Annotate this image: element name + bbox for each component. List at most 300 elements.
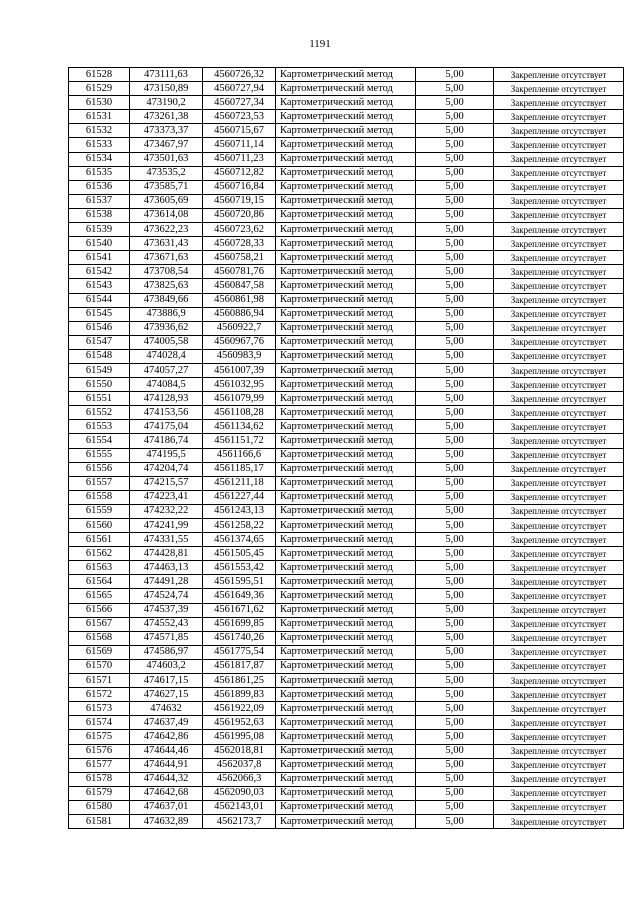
x-coordinate-cell: 473886,9 [130, 307, 203, 321]
fixation-status-cell: Закрепление отсутствует [494, 237, 624, 251]
table-row [69, 603, 624, 617]
accuracy-cell: 5,00 [416, 617, 494, 631]
x-coordinate-cell: 474552,43 [130, 617, 203, 631]
y-coordinate-cell: 4561079,99 [203, 392, 276, 406]
method-cell: Картометрический метод [276, 307, 416, 321]
accuracy-cell: 5,00 [416, 420, 494, 434]
y-coordinate-cell: 4561649,36 [203, 589, 276, 603]
method-cell: Картометрический метод [276, 716, 416, 730]
x-coordinate-cell: 473373,37 [130, 124, 203, 138]
accuracy-cell: 5,00 [416, 730, 494, 744]
accuracy-cell: 5,00 [416, 180, 494, 194]
fixation-status-cell: Закрепление отсутствует [494, 589, 624, 603]
y-coordinate-cell: 4560719,15 [203, 194, 276, 208]
accuracy-cell: 5,00 [416, 378, 494, 392]
fixation-status-cell: Закрепление отсутствует [494, 772, 624, 786]
x-coordinate-cell: 474644,32 [130, 772, 203, 786]
table-row [69, 251, 624, 265]
accuracy-cell: 5,00 [416, 194, 494, 208]
accuracy-cell: 5,00 [416, 476, 494, 490]
fixation-status-cell: Закрепление отсутствует [494, 265, 624, 279]
fixation-status-cell: Закрепление отсутствует [494, 434, 624, 448]
page-number: 1191 [309, 38, 331, 50]
point-number-cell: 61574 [69, 716, 130, 730]
fixation-status-cell: Закрепление отсутствует [494, 519, 624, 533]
y-coordinate-cell: 4561243,13 [203, 504, 276, 518]
y-coordinate-cell: 4561108,28 [203, 406, 276, 420]
x-coordinate-cell: 473631,43 [130, 237, 203, 251]
method-cell: Картометрический метод [276, 476, 416, 490]
point-number-cell: 61533 [69, 138, 130, 152]
method-cell: Картометрический метод [276, 730, 416, 744]
point-number-cell: 61547 [69, 335, 130, 349]
table-row [69, 138, 624, 152]
x-coordinate-cell: 473535,2 [130, 166, 203, 180]
x-coordinate-cell: 473150,89 [130, 82, 203, 96]
method-cell: Картометрический метод [276, 378, 416, 392]
y-coordinate-cell: 4561671,62 [203, 603, 276, 617]
y-coordinate-cell: 4560720,86 [203, 208, 276, 222]
fixation-status-cell: Закрепление отсутствует [494, 363, 624, 377]
y-coordinate-cell: 4562173,7 [203, 814, 276, 828]
x-coordinate-cell: 473467,97 [130, 138, 203, 152]
fixation-status-cell: Закрепление отсутствует [494, 251, 624, 265]
method-cell: Картометрический метод [276, 166, 416, 180]
y-coordinate-cell: 4560847,58 [203, 279, 276, 293]
table-row [69, 363, 624, 377]
point-number-cell: 61553 [69, 420, 130, 434]
point-number-cell: 61546 [69, 321, 130, 335]
accuracy-cell: 5,00 [416, 758, 494, 772]
table-row [69, 688, 624, 702]
method-cell: Картометрический метод [276, 575, 416, 589]
point-number-cell: 61564 [69, 575, 130, 589]
method-cell: Картометрический метод [276, 293, 416, 307]
x-coordinate-cell: 474644,46 [130, 744, 203, 758]
x-coordinate-cell: 473849,66 [130, 293, 203, 307]
accuracy-cell: 5,00 [416, 519, 494, 533]
method-cell: Картометрический метод [276, 208, 416, 222]
fixation-status-cell: Закрепление отсутствует [494, 349, 624, 363]
table-row [69, 208, 624, 222]
table-row [69, 716, 624, 730]
point-number-cell: 61581 [69, 814, 130, 828]
accuracy-cell: 5,00 [416, 307, 494, 321]
y-coordinate-cell: 4561258,22 [203, 519, 276, 533]
y-coordinate-cell: 4560967,76 [203, 335, 276, 349]
table-row [69, 434, 624, 448]
accuracy-cell: 5,00 [416, 772, 494, 786]
accuracy-cell: 5,00 [416, 251, 494, 265]
x-coordinate-cell: 474215,57 [130, 476, 203, 490]
x-coordinate-cell: 474175,04 [130, 420, 203, 434]
point-number-cell: 61562 [69, 547, 130, 561]
fixation-status-cell: Закрепление отсутствует [494, 617, 624, 631]
method-cell: Картометрический метод [276, 152, 416, 166]
point-number-cell: 61528 [69, 68, 130, 82]
accuracy-cell: 5,00 [416, 335, 494, 349]
y-coordinate-cell: 4560727,94 [203, 82, 276, 96]
point-number-cell: 61578 [69, 772, 130, 786]
method-cell: Картометрический метод [276, 688, 416, 702]
y-coordinate-cell: 4560781,76 [203, 265, 276, 279]
x-coordinate-cell: 474537,39 [130, 603, 203, 617]
x-coordinate-cell: 474028,4 [130, 349, 203, 363]
fixation-status-cell: Закрепление отсутствует [494, 138, 624, 152]
accuracy-cell: 5,00 [416, 166, 494, 180]
accuracy-cell: 5,00 [416, 392, 494, 406]
fixation-status-cell: Закрепление отсутствует [494, 603, 624, 617]
x-coordinate-cell: 474428,81 [130, 547, 203, 561]
table-row [69, 265, 624, 279]
point-number-cell: 61549 [69, 363, 130, 377]
accuracy-cell: 5,00 [416, 434, 494, 448]
table-row [69, 772, 624, 786]
table-row [69, 307, 624, 321]
method-cell: Картометрический метод [276, 349, 416, 363]
point-number-cell: 61558 [69, 490, 130, 504]
table-row [69, 631, 624, 645]
y-coordinate-cell: 4560711,23 [203, 152, 276, 166]
table-row [69, 406, 624, 420]
fixation-status-cell: Закрепление отсутствует [494, 462, 624, 476]
method-cell: Картометрический метод [276, 392, 416, 406]
point-number-cell: 61556 [69, 462, 130, 476]
table-row [69, 392, 624, 406]
x-coordinate-cell: 474524,74 [130, 589, 203, 603]
y-coordinate-cell: 4561817,87 [203, 659, 276, 673]
method-cell: Картометрический метод [276, 96, 416, 110]
x-coordinate-cell: 473622,23 [130, 223, 203, 237]
point-number-cell: 61531 [69, 110, 130, 124]
point-number-cell: 61560 [69, 519, 130, 533]
fixation-status-cell: Закрепление отсутствует [494, 688, 624, 702]
fixation-status-cell: Закрепление отсутствует [494, 645, 624, 659]
table-row [69, 744, 624, 758]
fixation-status-cell: Закрепление отсутствует [494, 392, 624, 406]
fixation-status-cell: Закрепление отсутствует [494, 321, 624, 335]
x-coordinate-cell: 474463,13 [130, 561, 203, 575]
x-coordinate-cell: 474603,2 [130, 659, 203, 673]
table-row [69, 237, 624, 251]
point-number-cell: 61572 [69, 688, 130, 702]
method-cell: Картометрический метод [276, 180, 416, 194]
accuracy-cell: 5,00 [416, 152, 494, 166]
accuracy-cell: 5,00 [416, 631, 494, 645]
method-cell: Картометрический метод [276, 448, 416, 462]
y-coordinate-cell: 4560728,33 [203, 237, 276, 251]
fixation-status-cell: Закрепление отсутствует [494, 533, 624, 547]
x-coordinate-cell: 473501,63 [130, 152, 203, 166]
method-cell: Картометрический метод [276, 434, 416, 448]
y-coordinate-cell: 4560922,7 [203, 321, 276, 335]
x-coordinate-cell: 473936,62 [130, 321, 203, 335]
table-row [69, 533, 624, 547]
table-row [69, 617, 624, 631]
method-cell: Картометрический метод [276, 659, 416, 673]
accuracy-cell: 5,00 [416, 814, 494, 828]
fixation-status-cell: Закрепление отсутствует [494, 659, 624, 673]
table-row [69, 166, 624, 180]
fixation-status-cell: Закрепление отсутствует [494, 730, 624, 744]
y-coordinate-cell: 4561775,54 [203, 645, 276, 659]
accuracy-cell: 5,00 [416, 82, 494, 96]
y-coordinate-cell: 4562018,81 [203, 744, 276, 758]
fixation-status-cell: Закрепление отсутствует [494, 758, 624, 772]
point-number-cell: 61552 [69, 406, 130, 420]
method-cell: Картометрический метод [276, 504, 416, 518]
x-coordinate-cell: 474204,74 [130, 462, 203, 476]
method-cell: Картометрический метод [276, 194, 416, 208]
x-coordinate-cell: 474627,15 [130, 688, 203, 702]
x-coordinate-cell: 473708,54 [130, 265, 203, 279]
accuracy-cell: 5,00 [416, 349, 494, 363]
point-number-cell: 61561 [69, 533, 130, 547]
method-cell: Картометрический метод [276, 617, 416, 631]
fixation-status-cell: Закрепление отсутствует [494, 744, 624, 758]
y-coordinate-cell: 4561922,09 [203, 702, 276, 716]
method-cell: Картометрический метод [276, 251, 416, 265]
accuracy-cell: 5,00 [416, 406, 494, 420]
fixation-status-cell: Закрепление отсутствует [494, 378, 624, 392]
accuracy-cell: 5,00 [416, 265, 494, 279]
accuracy-cell: 5,00 [416, 96, 494, 110]
point-number-cell: 61540 [69, 237, 130, 251]
accuracy-cell: 5,00 [416, 138, 494, 152]
point-number-cell: 61545 [69, 307, 130, 321]
accuracy-cell: 5,00 [416, 279, 494, 293]
point-number-cell: 61538 [69, 208, 130, 222]
fixation-status-cell: Закрепление отсутствует [494, 490, 624, 504]
table-row [69, 519, 624, 533]
x-coordinate-cell: 474571,85 [130, 631, 203, 645]
method-cell: Картометрический метод [276, 321, 416, 335]
point-number-cell: 61580 [69, 800, 130, 814]
fixation-status-cell: Закрепление отсутствует [494, 547, 624, 561]
method-cell: Картометрический метод [276, 138, 416, 152]
point-number-cell: 61576 [69, 744, 130, 758]
table-row [69, 110, 624, 124]
point-number-cell: 61541 [69, 251, 130, 265]
y-coordinate-cell: 4560886,94 [203, 307, 276, 321]
x-coordinate-cell: 474642,68 [130, 786, 203, 800]
y-coordinate-cell: 4560711,14 [203, 138, 276, 152]
point-number-cell: 61571 [69, 674, 130, 688]
accuracy-cell: 5,00 [416, 589, 494, 603]
table-row [69, 702, 624, 716]
point-number-cell: 61579 [69, 786, 130, 800]
x-coordinate-cell: 473111,63 [130, 68, 203, 82]
point-number-cell: 61567 [69, 617, 130, 631]
y-coordinate-cell: 4562090,03 [203, 786, 276, 800]
x-coordinate-cell: 473671,63 [130, 251, 203, 265]
y-coordinate-cell: 4562037,8 [203, 758, 276, 772]
y-coordinate-cell: 4562143,01 [203, 800, 276, 814]
point-number-cell: 61530 [69, 96, 130, 110]
method-cell: Картометрический метод [276, 786, 416, 800]
accuracy-cell: 5,00 [416, 68, 494, 82]
method-cell: Картометрический метод [276, 82, 416, 96]
y-coordinate-cell: 4561553,42 [203, 561, 276, 575]
method-cell: Картометрический метод [276, 800, 416, 814]
x-coordinate-cell: 474241,99 [130, 519, 203, 533]
table-row [69, 575, 624, 589]
x-coordinate-cell: 474632 [130, 702, 203, 716]
method-cell: Картометрический метод [276, 561, 416, 575]
point-number-cell: 61537 [69, 194, 130, 208]
x-coordinate-cell: 474223,41 [130, 490, 203, 504]
fixation-status-cell: Закрепление отсутствует [494, 208, 624, 222]
method-cell: Картометрический метод [276, 744, 416, 758]
accuracy-cell: 5,00 [416, 490, 494, 504]
method-cell: Картометрический метод [276, 279, 416, 293]
fixation-status-cell: Закрепление отсутствует [494, 420, 624, 434]
point-number-cell: 61569 [69, 645, 130, 659]
table-row [69, 800, 624, 814]
fixation-status-cell: Закрепление отсутствует [494, 68, 624, 82]
accuracy-cell: 5,00 [416, 462, 494, 476]
point-number-cell: 61550 [69, 378, 130, 392]
fixation-status-cell: Закрепление отсутствует [494, 335, 624, 349]
x-coordinate-cell: 474195,5 [130, 448, 203, 462]
method-cell: Картометрический метод [276, 814, 416, 828]
x-coordinate-cell: 474186,74 [130, 434, 203, 448]
point-number-cell: 61565 [69, 589, 130, 603]
x-coordinate-cell: 474153,56 [130, 406, 203, 420]
y-coordinate-cell: 4561227,44 [203, 490, 276, 504]
point-number-cell: 61539 [69, 223, 130, 237]
method-cell: Картометрический метод [276, 645, 416, 659]
x-coordinate-cell: 474632,89 [130, 814, 203, 828]
accuracy-cell: 5,00 [416, 575, 494, 589]
y-coordinate-cell: 4560716,84 [203, 180, 276, 194]
method-cell: Картометрический метод [276, 490, 416, 504]
accuracy-cell: 5,00 [416, 363, 494, 377]
y-coordinate-cell: 4560758,21 [203, 251, 276, 265]
method-cell: Картометрический метод [276, 223, 416, 237]
fixation-status-cell: Закрепление отсутствует [494, 814, 624, 828]
accuracy-cell: 5,00 [416, 208, 494, 222]
table-row [69, 786, 624, 800]
fixation-status-cell: Закрепление отсутствует [494, 674, 624, 688]
x-coordinate-cell: 474642,86 [130, 730, 203, 744]
table-row [69, 476, 624, 490]
point-number-cell: 61529 [69, 82, 130, 96]
method-cell: Картометрический метод [276, 68, 416, 82]
accuracy-cell: 5,00 [416, 110, 494, 124]
point-number-cell: 61555 [69, 448, 130, 462]
method-cell: Картометрический метод [276, 363, 416, 377]
point-number-cell: 61570 [69, 659, 130, 673]
method-cell: Картометрический метод [276, 420, 416, 434]
y-coordinate-cell: 4561952,63 [203, 716, 276, 730]
y-coordinate-cell: 4561134,62 [203, 420, 276, 434]
table-row [69, 504, 624, 518]
accuracy-cell: 5,00 [416, 786, 494, 800]
method-cell: Картометрический метод [276, 406, 416, 420]
table-row [69, 814, 624, 828]
fixation-status-cell: Закрепление отсутствует [494, 800, 624, 814]
y-coordinate-cell: 4561861,25 [203, 674, 276, 688]
accuracy-cell: 5,00 [416, 561, 494, 575]
accuracy-cell: 5,00 [416, 547, 494, 561]
y-coordinate-cell: 4560861,98 [203, 293, 276, 307]
point-number-cell: 61534 [69, 152, 130, 166]
y-coordinate-cell: 4561740,26 [203, 631, 276, 645]
point-number-cell: 61543 [69, 279, 130, 293]
point-number-cell: 61532 [69, 124, 130, 138]
x-coordinate-cell: 473190,2 [130, 96, 203, 110]
fixation-status-cell: Закрепление отсутствует [494, 307, 624, 321]
accuracy-cell: 5,00 [416, 237, 494, 251]
x-coordinate-cell: 474586,97 [130, 645, 203, 659]
fixation-status-cell: Закрепление отсутствует [494, 279, 624, 293]
y-coordinate-cell: 4561166,6 [203, 448, 276, 462]
accuracy-cell: 5,00 [416, 603, 494, 617]
x-coordinate-cell: 473825,63 [130, 279, 203, 293]
table-row [69, 674, 624, 688]
table-row [69, 730, 624, 744]
table-row [69, 758, 624, 772]
method-cell: Картометрический метод [276, 603, 416, 617]
accuracy-cell: 5,00 [416, 504, 494, 518]
x-coordinate-cell: 474637,01 [130, 800, 203, 814]
fixation-status-cell: Закрепление отсутствует [494, 124, 624, 138]
x-coordinate-cell: 474232,22 [130, 504, 203, 518]
table-row [69, 279, 624, 293]
fixation-status-cell: Закрепление отсутствует [494, 575, 624, 589]
table-row [69, 68, 624, 82]
y-coordinate-cell: 4562066,3 [203, 772, 276, 786]
fixation-status-cell: Закрепление отсутствует [494, 716, 624, 730]
y-coordinate-cell: 4560983,9 [203, 349, 276, 363]
x-coordinate-cell: 473585,71 [130, 180, 203, 194]
accuracy-cell: 5,00 [416, 293, 494, 307]
accuracy-cell: 5,00 [416, 223, 494, 237]
accuracy-cell: 5,00 [416, 448, 494, 462]
y-coordinate-cell: 4561007,39 [203, 363, 276, 377]
method-cell: Картометрический метод [276, 462, 416, 476]
point-number-cell: 61563 [69, 561, 130, 575]
table-row [69, 589, 624, 603]
table-row [69, 462, 624, 476]
point-number-cell: 61536 [69, 180, 130, 194]
fixation-status-cell: Закрепление отсутствует [494, 166, 624, 180]
y-coordinate-cell: 4560723,62 [203, 223, 276, 237]
table-row [69, 321, 624, 335]
table-row [69, 561, 624, 575]
point-number-cell: 61575 [69, 730, 130, 744]
y-coordinate-cell: 4561211,18 [203, 476, 276, 490]
accuracy-cell: 5,00 [416, 800, 494, 814]
table-row [69, 194, 624, 208]
x-coordinate-cell: 473261,38 [130, 110, 203, 124]
x-coordinate-cell: 474057,27 [130, 363, 203, 377]
table-row [69, 547, 624, 561]
y-coordinate-cell: 4561032,95 [203, 378, 276, 392]
point-number-cell: 61559 [69, 504, 130, 518]
method-cell: Картометрический метод [276, 674, 416, 688]
y-coordinate-cell: 4561151,72 [203, 434, 276, 448]
coordinates-table [68, 67, 624, 829]
method-cell: Картометрический метод [276, 335, 416, 349]
method-cell: Картометрический метод [276, 772, 416, 786]
method-cell: Картометрический метод [276, 124, 416, 138]
x-coordinate-cell: 474644,91 [130, 758, 203, 772]
table-row [69, 180, 624, 194]
accuracy-cell: 5,00 [416, 674, 494, 688]
x-coordinate-cell: 474491,28 [130, 575, 203, 589]
